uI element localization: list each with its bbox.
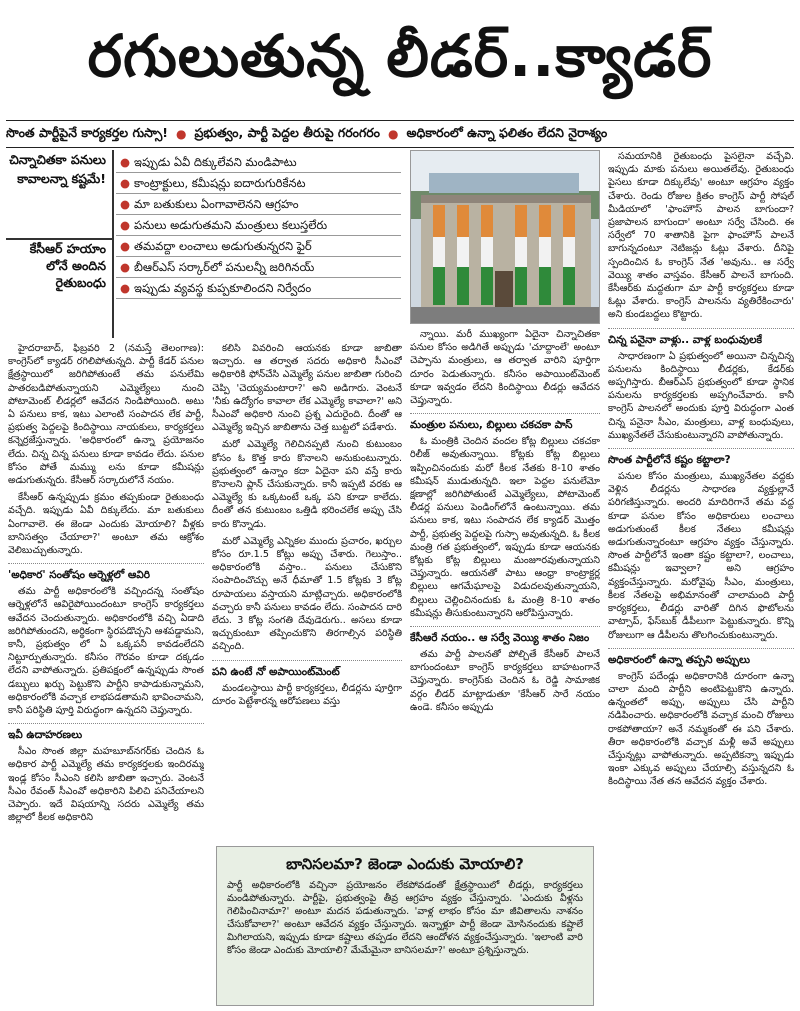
subline-part-2: ప్రభుత్వం, పార్టీ పెద్దల తీరుపై గరంగరం: [194, 124, 381, 140]
paragraph: న్నాయి. మరీ ముఖ్యంగా ఏదైనా చిన్నాచితకా పనుల కోసం అడిగితే అప్పుడు 'చూద్దాంలే' అంటూ చెప్పాను మంత్రులు, ఆ తర్వాత వారిని పూర్తిగా దూరం పెడుతున్నారు. కనీసం అపాయింట్‌మెంట్ కూడా ఇవ్వడం లేదని కిందిస్థాయి లీడర్లు ఆవేదన చెప్తున్నారు.: [410, 329, 600, 407]
bullet-dot-icon: ●: [120, 260, 131, 274]
paragraph: హైదరాబాద్, ఫిబ్రవరి 2 (నమస్తే తెలంగాణ): కాంగ్రెస్‌లో క్యాడర్ రగిలిపోతున్నది. పార్టీ కేడర్ పనుల క్షేత్రస్థాయిలో జరిగిపోతుంటే తమ పనులేమి పాతరబడిపోతున్నాయని ఎమ్మెల్యేలు నుంచి పోటామెంట్ లీడర్లలో ఆవేదన నిండిపోయింది. అటు ఏ పనులు కాక, ఇటు ఎలాంటి సంపాదన లేక పార్టీ, ప్రభుత్వ పెద్దలపై కిందిస్థాయి నాయకులు, కార్యకర్తలు కన్నెర్రజేస్తున్నారు. 'అధికారంలో ఉన్నా ప్రయోజనం లేదు. చిన్న చిన్న పనులు కూడా కావడం లేదు. పనుల కోసం పోతే మమ్ము లను కూడా కమీషన్లు అడుగుతున్నరు. కేసీఆర్ సర్కారులోనే నయం.: [8, 343, 204, 487]
paragraph: ఓ మంత్రికి చెందిన వందల కోట్ల బిల్లులు చకచకా రిలీజ్ అవుతున్నాయి. కోట్లకు కోట్ల బిల్లులు ఇప్పించినందుకు మరో కీలక నేతకు 8-10 శాతం కమీషన్ ముడుతున్నది. ఇలా పెద్దల పనులేమో క్షణాల్లో జరిగిపోతుంటే ఎమ్మెల్యేలు, పోటామెంట్ లీడర్ల పనులు పెండింగ్‌లోనే ఉంటున్నాయి. తమ పనులు కాక, ఇటు సంపాదన లేక క్యాడర్ మొత్తం పార్టీ, ప్రభుత్వ పెద్దలపై గుస్సా అవుతున్నది. ఓ కీలక మంత్రి గత ప్రభుత్వంలో, ఇప్పుడు కూడా ఆయనకు కోట్లకు కోట్ల బిల్లులు మంజూరవుతున్నాయని చెప్తున్నారు. ఆయనతో పాటు ఆంధ్రా కాంట్రాక్టర్ల బిల్లులు ఆగమేఘాలపై విడుదలవుతున్నాయని, బిల్లులు చెల్లించినందుకు ఓ మంత్రి 8-10 శాతం కమీషన్లు తీసుకుంటున్నారని ఆరోపిస్తున్నారు.: [410, 436, 600, 619]
article-column-3: [410, 328, 600, 842]
paragraph: కేసీఆర్ ఉన్నప్పుడు క్రమం తప్పకుండా రైతుబంధు వచ్చేది. ఇప్పుడు ఏవీ దిక్కులేదు. మా బతుకులు ఏంగావాలె. ఈ జెండా ఎందుకు మోయాలి? వీళ్లకు బానిసత్వం చేయాలా?' అంటూ తమ ఆక్రోశం వెలిబుచ్చుతున్నారు.: [8, 492, 204, 557]
subheadline-strip: [6, 120, 794, 148]
section-subheading: పని ఉంటే నో అపాయింట్‌మెంట్: [212, 665, 340, 678]
paragraph: తమ పార్టీ అధికారంలోకి వచ్చిందన్న సంతోషం ఆర్నెళ్లలోనే ఆవిరైపోయిందంటూ కాంగ్రెస్ కార్యకర్తలు ఆవేదన చెందుతున్నారు. అధికారంలోకి వచ్చి ఏడాది జరిగిపోతుందని, అర్థికంగా స్థిరపడొచ్చని ఆశపడ్డామని, కానీ, ప్రభుత్వం లో ఏ ఒక్కపనీ కావడంలేదని నిట్టూర్పుతున్నారు. కనీసం గౌరవం కూడా దక్కడం లేదని వాపోతున్నారు. ప్రతిపక్షంలో ఉన్నప్పుడు సొంత డబ్బులు ఖర్చు పెట్టుకొని పార్టీని కాపాడుకున్నామని, అధికారంలోకి వచ్చాక లాభపడతామని భావించామని, కానీ పరిస్థితి పూర్తి విరుద్ధంగా ఉన్నదని చెప్తున్నారు.: [8, 586, 204, 717]
bullet-dot-icon: ●: [120, 197, 131, 211]
article-column-2: [212, 342, 402, 842]
callout-body: పార్టీ అధికారంలోకి వచ్చినా ప్రయోజనం లేకపోవడంతో క్షేత్రస్థాయిలో లీడర్లు, కార్యకర్తలు మండిపోతున్నారు. పార్టీపై, ప్రభుత్వంపై తీవ్ర ఆగ్రహం వ్యక్తం చేస్తున్నారు. 'ఎందుకు వీళ్లను గెలిపించినామా?' అంటూ మదన పడుతున్నారు. 'వాళ్ల లాభం కోసం మా జీవితాలను నాశనం చేసుకోవాలా?' అంటూ ఆవేదన వ్యక్తం చేస్తున్నారు. ఇన్నాళ్లూ పార్టీ జెండా మోసినందుకు కష్టాలే మిగిలాయని, ఇప్పుడు కూడా కష్టాలు తప్పడం లేదని ఆందోళన వ్యక్తంచేస్తున్నారు. 'ఇలాంటి వారి కోసం జెండా ఎందుకు మోయాలి? మేమేమైనా బానిసలమా?' అంటూ ప్రశ్నిస్తున్నారు.: [227, 880, 583, 956]
divider: [608, 326, 794, 329]
highlight-box-title-2: కేసీఆర్ హయాం లోనే అందిన రైతుబంధు: [6, 238, 114, 338]
paragraph: సాధారణంగా ఏ ప్రభుత్వంలో అయినా చిన్నచిన్న పనులను కిందిస్థాయి లీడర్లకు, కేడర్‌కు అప్పగిస్తారు. బీఆర్ఎస్ ప్రభుత్వంలో కూడా స్థానిక పనులను కార్యకర్తలకు అప్పగించేవారు. కానీ కాంగ్రెస్ పాలనలో అందుకు పూర్తి విరుద్ధంగా ఎంత చిన్న పనైనా సీఎం, మంత్రులు, వాళ్ల బంధువులు, ముఖ్యనేతలే చేసుకుంటున్నారని వాపోతున్నారు.: [608, 350, 794, 441]
bullet-dot-icon: ●: [120, 218, 131, 232]
article-column-1: [8, 342, 204, 1004]
list-item: ● మా బతుకులు ఏంగావాలెనని ఆగ్రహం: [116, 194, 401, 215]
bullet-dot-icon: ●: [120, 239, 131, 253]
sidebar-callout-box: [216, 846, 594, 1006]
building-illustration: [411, 151, 599, 323]
divider: [212, 658, 402, 661]
paragraph: కలిసి వివరించి ఆయనకు కూడా జాబితా ఇచ్చారు. ఆ తర్వాత సదరు అధికారి సీఎంవో అధికారికి ఫోన్‌చేసి ఎమ్మెల్యే పనుల జాబితా గురించి చెప్పి 'చెయ్యమంటారా?' అని అడిగారు. వెంటనే 'నీకు ఉద్యోగం కావాలా లేక ఎమ్మెల్యే కావాలా?' అని సీఎంవో అధికారి నుంచి ప్రశ్న ఎదురైంది. దీంతో ఆ ఎమ్మెల్యే ఇచ్చిన జాబితాను చెత్త బుట్టలో పడేశారు.: [212, 343, 402, 434]
article-column-4: [608, 150, 794, 1006]
bullet-dot-icon: ●: [175, 127, 187, 141]
section-subheading: అధికారంలో ఉన్నా తప్పని అప్పులు: [608, 653, 751, 666]
section-subheading: చిన్న పనైనా వాళ్లు.. వాళ్ల బంధువులకే: [608, 333, 762, 346]
section-subheading: కేసీఆరే నయం.. ఆ సర్వే వెయ్యి శాతం నిజం: [410, 632, 590, 645]
subline-part-1: సొంత పార్టీపైనే కార్యకర్తల గుస్సా!: [6, 124, 168, 140]
divider: [608, 446, 794, 449]
divider: [8, 561, 204, 564]
list-item: ● పనులు అడుగుతమని మంత్రులు కలుస్తలేరు: [116, 215, 401, 236]
section-subheading: మంత్రుల పనులు, బిల్లులు చకచకా పాస్: [410, 419, 573, 432]
paragraph: సీఎం సొంత జిల్లా మహబూబ్‌నగర్‌కు చెందిన ఓ అధికార పార్టీ ఎమ్మెల్యే తమ కార్యకర్తలకు ఇందిరమ్మ ఇండ్ల కోసం సీఎంని కలిసి జాబితా ఇచ్చారు. వెంటనే సీఎం రేవంత్ సీఎంవో అధికారిని పిలిచి పనిచేయాలని చెప్పారు. ఇదే విషయాన్ని సదరు ఎమ్మెల్యే తమ జిల్లాలో కీలక అధికారిని: [8, 746, 204, 824]
section-subheading: ఇవీ ఉదాహరణలు: [8, 729, 83, 742]
list-item: ● ఇప్పుడు వ్యవస్థ కుప్పకూలిందని నిర్వేదం: [116, 278, 401, 299]
section-subheading: 'అధికార' సంతోషం ఆర్నెళ్లలో ఆవిరి: [8, 569, 150, 582]
highlight-bullet-list: [116, 152, 401, 299]
bullet-dot-icon: ●: [120, 281, 131, 295]
paragraph: మండలస్థాయి పార్టీ కార్యకర్తలు, లీడర్లను పూర్తిగా దూరం పెట్టేశారన్న ఆరోపణలు వస్తు: [212, 682, 402, 707]
headline: రగులుతున్న లీడర్..క్యాడర్: [87, 22, 713, 90]
paragraph: మరో ఎమ్మెల్యే ఎన్నికల ముందు ప్రచారం, ఖర్చుల కోసం రూ.1.5 కోట్లు అప్పు చేశారు. గెలుస్తాం.. అధికారంలోకి వస్తాం.. పనులు చేసుకొని సంపాదించొచ్చు అనే ధీమాతో 1.5 కోట్లకు 3 కోట్ల రూపాయలు వస్తాయని మాట్లిచ్చారు. అధికారంలోకి వచ్చారు కానీ పనులు కావడం లేదు. సంపాదన దారి లేదు. 3 కోట్ల సంగతి దేవుడెరుగు.. అసలు కూడా ఇచ్చుకుంటూ తప్పించుకొని తిరగాల్సిన పరిస్థితి వచ్చింది.: [212, 535, 402, 653]
gandhi-bhavan-photo: [410, 150, 600, 324]
callout-title: బానిసలమా? జెండా ఎందుకు మోయాలి?: [286, 855, 524, 873]
list-item: ● ఇప్పుడు ఏవీ దిక్కులేవని మండిపాటు: [116, 152, 401, 173]
subline-part-3: అధికారంలో ఉన్నా ఫలితం లేదని నైరాశ్యం: [406, 124, 608, 140]
paragraph: మరో ఎమ్మెల్యే గెలిచినప్పటి నుంచి కుటుంబం కోసం ఓ కొత్త కారు కొనాలని అనుకుంటున్నారు. ప్రభుత్వంలో ఉన్నాం కదా ఏదైనా పని వస్తే కారు కొనాలని ప్లాన్ చేసుకున్నారు. కానీ ఇప్పటి వరకు ఆ ఎమ్మెల్యే కు ఒక్కటంటే ఒక్క పని కూడా కాలేదు. దీంతో తన కుటుంబం ఒత్తిడి భరించలేక అప్పు చేసి కారు కొన్నాడు.: [212, 439, 402, 530]
bullet-dot-icon: ●: [120, 176, 131, 190]
divider: [410, 411, 600, 414]
bullet-dot-icon: ●: [120, 155, 131, 169]
bullet-dot-icon: ●: [388, 127, 399, 141]
divider: [608, 646, 794, 649]
divider: [410, 624, 600, 627]
divider: [8, 721, 204, 724]
paragraph: తమ పార్టీ పాలనతో పోల్చితే కేసీఆర్ పాలనే బాగుందంటూ కాంగ్రెస్ కార్యకర్తలు బాహటంగానే చెప్తున్నారు. కాంగ్రెస్‌కు చెందిన ఓ రెడ్డి సామాజిక వర్గం లీడర్ మాట్లాడుతూ 'కేసీఆర్ సారే నయం ఉండె. కనీసం అప్పుడు: [410, 649, 600, 713]
highlight-box-title-1: చిన్నాచితకా పనులు కావాలన్నా కష్టమే!: [6, 150, 114, 300]
list-item: ● తమవద్దా లంచాలు అడుగుతున్నరని ఫైర్: [116, 236, 401, 257]
paragraph: కాంగ్రెస్ పదేండ్లు అధికారానికి దూరంగా ఉన్నా చాలా మంది పార్టీని అంటిపెట్టుకొని ఉన్నారు. ఉన్నంతలో అప్పు, అప్పులు చేసి పార్టీని నడిపించారు. అధికారంలోకి వచ్చాక మంచి రోజులు రాకపోతాయా? అనే నమ్మకంతో ఈ పని చేశారు. తీరా అధికారంలోకి వచ్చాక మళ్లీ అవే అప్పులు చేస్తున్నట్లు వాపోతున్నారు. అప్పటికన్నా ఇప్పుడు ఇంకా ఎక్కువ అప్పులు చేయాల్సి వస్తున్నదని ఓ కిందిస్థాయి నేత తన ఆవేదన వ్యక్తం చేశారు.: [608, 670, 794, 788]
list-item: ● బీఆర్ఎస్ సర్కార్‌లో పనులన్నీ జరిగినయ్: [116, 257, 401, 278]
section-subheading: సొంత పార్టీలోనే కష్టం కట్టాలా?: [608, 454, 731, 467]
paragraph: పనుల కోసం మంత్రులు, ముఖ్యనేతల వద్దకు వెళ్లిన లీడర్లను సాధారణ వ్యక్తుల్లానే పరిగణిస్తున్నారు. అందరి మాదిరిగానే తమ వద్ద కూడా పనుల కోసం అధికారులు లంచాలు అడుగుతుంటే కీలక నేతలు కమీషన్లు అడుగుతున్నారంటూ ఆగ్రహం వ్యక్తం చేస్తున్నారు. సొంత పార్టీలోనే ఇంతా కష్టం కట్టాలా?, లంచాలు, కమీషన్లు ఇవ్వాలా? అని ఆగ్రహం వ్యక్తంచేస్తున్నారు. మరోవైపు సీఎం, మంత్రులు, కీలక నేతలపై అభిమానంతో చాలామంది పార్టీ కార్యకర్తలు, లీడర్లు వారితో దిగిన ఫొటోలను వాట్సాప్, ఫేస్‌బుక్ డీపీలుగా పెట్టుకున్నారు. కొన్ని రోజులుగా ఆ డీపీలను తొలగించుకుంటున్నారు.: [608, 471, 794, 641]
list-item: ● కాంట్రాక్టులు, కమీషన్లు ఐదారుగురికేనట: [116, 173, 401, 194]
paragraph: సమయానికి రైతుబంధు పైసలైనా వచ్చేవి. ఇప్పుడు మాకు పనులు అయితలేవు. రైతుబంధు పైసలు కూడా దిక్కులేవు' అంటూ ఆగ్రహం వ్యక్తం చేశారు. రెండు రోజుల క్రితం కాంగ్రెస్ పార్టీ సోషల్ మీడియాలో 'ఫాంహౌస్ పాలన బాగుందా? ప్రజాపాలన బాగుందా' అంటూ సర్వే చేసింది. ఈ సర్వేలో 70 శాతానికి పైగా ఫాంహౌస్ పాలనే బాగున్నదంటూ నెటిజన్లు ఓట్లు వేశారు. దీనిపై స్పందించిన ఓ కాంగ్రెస్ నేత 'అవును.. ఆ సర్వే వెయ్యి శాతం వాస్తవం. కేసీఆర్ పాలనే బాగుంది. కేసీఆర్‌కు మద్దతుగా మా పార్టీ కార్యకర్తలు కూడా ఓట్లు వేశారు. కాంగ్రెస్ పాలనను వ్యతిరేకించారు' అని కుండబద్దలు కొట్టారు.: [608, 151, 794, 321]
